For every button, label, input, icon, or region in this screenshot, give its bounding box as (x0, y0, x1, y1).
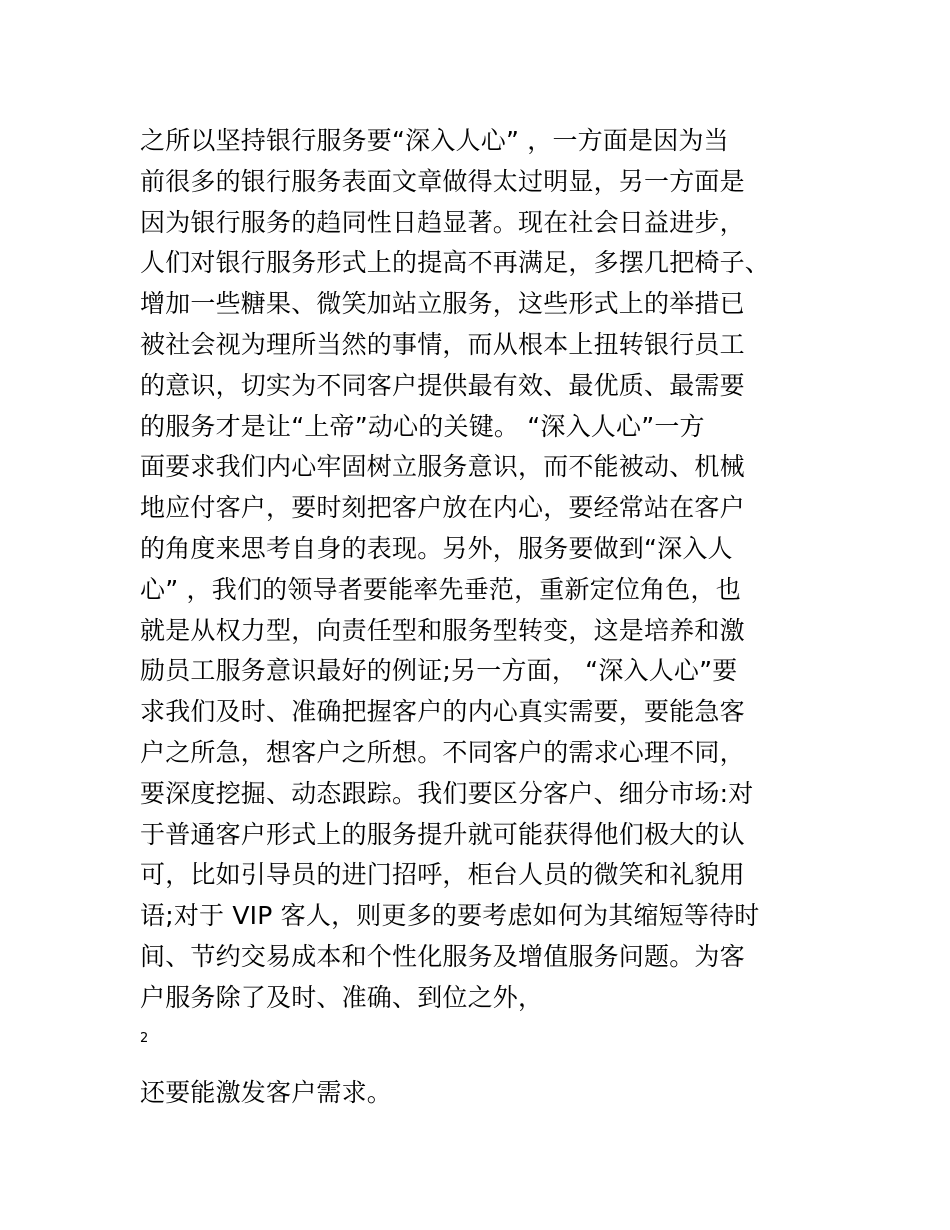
text-line: 地应付客户，要时刻把客户放在内心，要经常站在客户 (140, 493, 745, 523)
text-line: 可，比如引导员的进门招呼，柜台人员的微笑和礼貌用 (140, 860, 745, 890)
text-line: 前很多的银行服务表面文章做得太过明显，另一方面是 (140, 166, 745, 196)
text-line: 之所以坚持银行服务要“深入人心” ，一方面是因为当 (140, 126, 729, 155)
text-line: 励员工服务意识最好的例证;另一方面， “深入人心”要 (140, 656, 738, 686)
text-line: 人们对银行服务形式上的提高不再满足，多摆几把椅子、 (140, 248, 771, 278)
text-line: 的角度来思考自身的表现。另外，服务要做到“深入人 (140, 533, 733, 563)
text-line: 的意识，切实为不同客户提供最有效、最优质、最需要 (140, 370, 745, 400)
text-line: 语;对于 VIP 客人，则更多的要考虑如何为其缩短等待时 (140, 901, 760, 931)
text-line: 的服务才是让“上帝”动心的关键。 “深入人心”一方 (140, 411, 705, 441)
text-line: 因为银行服务的趋同性日趋显著。现在社会日益进步， (140, 207, 745, 237)
page-number: 2 (140, 1031, 149, 1046)
text-line: 户之所急，想客户之所想。不同客户的需求心理不同， (140, 737, 745, 767)
text-line: 于普通客户形式上的服务提升就可能获得他们极大的认 (140, 819, 745, 849)
text-line: 增加一些糖果、微笑加站立服务，这些形式上的举措已 (140, 289, 745, 319)
text-line: 间、节约交易成本和个性化服务及增值服务问题。为客 (140, 941, 745, 971)
text-line: 面要求我们内心牢固树立服务意识，而不能被动、机械 (140, 452, 745, 482)
text-line: 要深度挖掘、动态跟踪。我们要区分客户、细分市场:对 (140, 778, 754, 808)
text-line: 被社会视为理所当然的事情，而从根本上扭转银行员工 (140, 329, 745, 359)
text-line: 求我们及时、准确把握客户的内心真实需要，要能急客 (140, 697, 745, 727)
body-paragraph (140, 121, 820, 1019)
text-line: 就是从权力型，向责任型和服务型转变，这是培养和激 (140, 615, 745, 645)
text-line: 户服务除了及时、准确、到位之外， (140, 982, 544, 1012)
text-line: 心” ，我们的领导者要能率先垂范，重新定位角色，也 (140, 574, 741, 604)
continuation-text: 还要能激发客户需求。 (140, 1078, 393, 1107)
